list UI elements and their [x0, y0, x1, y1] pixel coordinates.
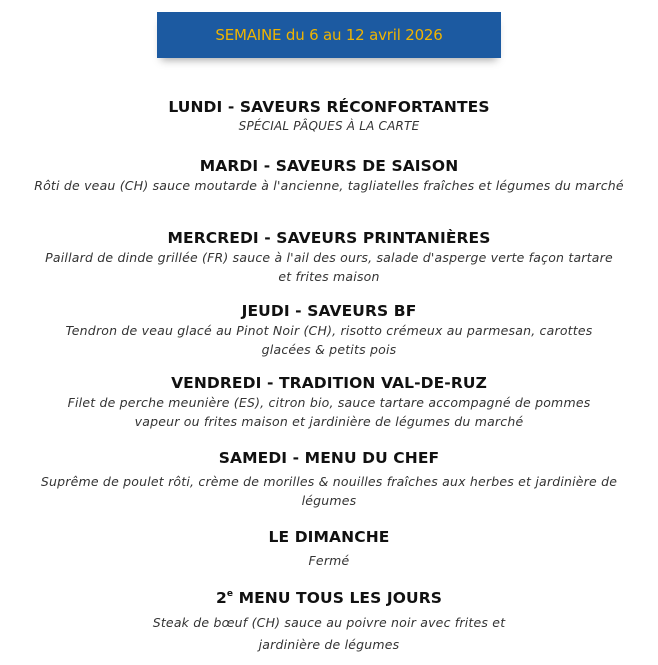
day-tuesday: [30, 156, 628, 195]
day-title: MARDI - SAVEURS DE SAISON: [199, 157, 459, 175]
day-description: Paillard de dinde grillée (FR) sauce à l'ail des ours, salade d'asperge verte façon tartare et frites maison: [45, 250, 613, 284]
day-title: JEUDI - SAVEURS BF: [241, 302, 417, 320]
day-description: SPÉCIAL PÂQUES À LA CARTE: [238, 119, 420, 133]
day-title: MERCREDI - SAVEURS PRINTANIÈRES: [167, 229, 491, 247]
day-sunday: [30, 527, 628, 570]
day-description: Tendron de veau glacé au Pinot Noir (CH), risotto crémeux au parmesan, carottes glacées & petits pois: [65, 323, 593, 357]
title-number: 2: [215, 589, 227, 607]
day-description: Suprême de poulet rôti, crème de morilles & nouilles fraîches aux herbes et jardinière de légumes: [40, 474, 618, 508]
day-saturday: [30, 448, 628, 510]
week-banner: [157, 12, 501, 58]
day-title: LUNDI - SAVEURS RÉCONFORTANTES: [168, 98, 490, 116]
day-friday: [30, 373, 628, 431]
day-description: Fermé: [308, 553, 350, 568]
week-banner-text: SEMAINE du 6 au 12 avril 2026: [215, 26, 443, 44]
title-superscript: e: [226, 588, 234, 599]
day-second-menu: [30, 588, 628, 656]
day-title: VENDREDI - TRADITION VAL-DE-RUZ: [171, 374, 487, 392]
day-monday: [30, 97, 628, 136]
day-title: [30, 588, 628, 608]
day-title: LE DIMANCHE: [268, 528, 390, 546]
day-description: Steak de bœuf (CH) sauce au poivre noir avec frites et jardinière de légumes: [152, 615, 506, 652]
day-description: Filet de perche meunière (ES), citron bio, sauce tartare accompagné de pommes vapeur ou frites maison et jardinière de légumes du marché: [67, 395, 591, 429]
day-description: Rôti de veau (CH) sauce moutarde à l'ancienne, tagliatelles fraîches et légumes du marché: [34, 178, 624, 193]
title-rest: MENU TOUS LES JOURS: [233, 589, 443, 607]
day-thursday: [30, 301, 628, 359]
day-wednesday: [30, 228, 628, 286]
day-title: SAMEDI - MENU DU CHEF: [218, 449, 440, 467]
